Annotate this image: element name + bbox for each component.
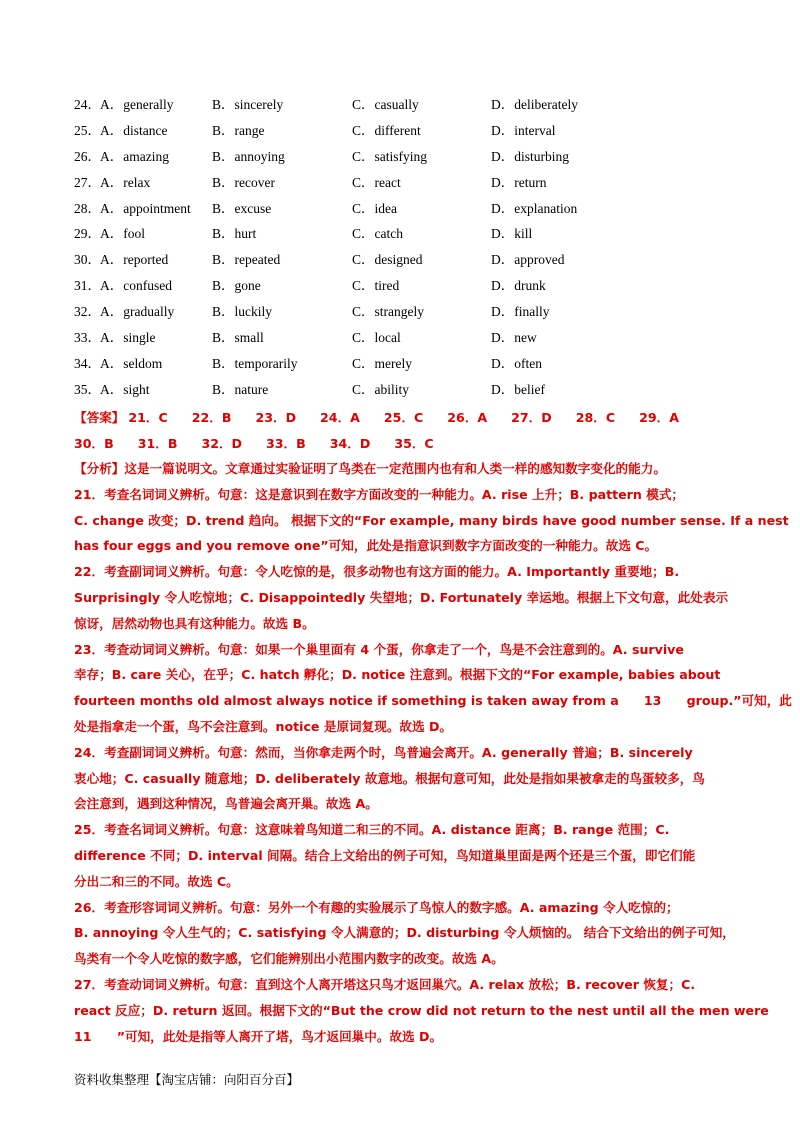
question-number: 25． bbox=[74, 122, 101, 138]
analysis-line: 25．考查名词词义辨析。句意：这意味着鸟知道二和三的不同。A. distance 距离；B. range 范围；C. bbox=[74, 822, 670, 838]
question-row bbox=[74, 328, 734, 354]
analysis-line: 23．考查动词词义辨析。句意：如果一个巢里面有 4 个蛋，你拿走了一个，鸟是不会注意到的。A. survive bbox=[74, 641, 684, 657]
option-d: D．often bbox=[491, 355, 542, 371]
option-a: A．generally bbox=[100, 97, 174, 112]
answer-item: 29．A bbox=[639, 410, 679, 425]
analysis-line: react 反应；D. return 返回。根据下文的“But the crow did not return to the nest until all the men were bbox=[74, 1002, 769, 1018]
option-a: A．reported bbox=[100, 252, 169, 268]
question-number: 29． bbox=[74, 226, 101, 242]
question-number: 34． bbox=[74, 355, 101, 371]
option-c: C．merely bbox=[352, 355, 412, 371]
answer-item: 34．D bbox=[329, 436, 371, 451]
question-row bbox=[74, 95, 734, 121]
analysis-line: Surprisingly 令人吃惊地；C. Disappointedly 失望地；D. Fortunately 幸运地。根据上下文句意，此处表示 bbox=[74, 589, 729, 605]
option-a: A．confused bbox=[100, 278, 172, 294]
answer-item: 22．B bbox=[191, 410, 232, 425]
option-b: B．recover bbox=[212, 174, 275, 190]
option-b: B．small bbox=[212, 330, 264, 346]
analysis-line: 22．考查副词词义辨析。句意：令人吃惊的是，很多动物也有这方面的能力。A. Importantly 重要地；B. bbox=[74, 564, 680, 580]
option-a: A．distance bbox=[100, 122, 168, 138]
analysis-line: 21．考查名词词义辨析。句意：这是意识到在数字方面改变的一种能力。A. rise 上升；B. pattern 模式； bbox=[74, 486, 685, 502]
options-list bbox=[74, 95, 734, 406]
answer-item: 35．C bbox=[394, 436, 434, 451]
option-a: A．gradually bbox=[100, 304, 175, 320]
analysis-line: 26．考查形容词词义辨析。句意：另外一个有趣的实验展示了鸟惊人的数字感。A. amazing 令人吃惊的； bbox=[74, 899, 679, 915]
option-b: B．luckily bbox=[212, 304, 272, 320]
option-d: D．approved bbox=[491, 252, 565, 268]
option-c: C．satisfying bbox=[352, 148, 428, 164]
option-b: B．sincerely bbox=[212, 97, 284, 112]
analysis-line: has four eggs and you remove one”可知，此处是指意识到数字方面改变的一种能力。故选 C。 bbox=[74, 538, 658, 554]
analysis-line: C. change 改变；D. trend 趋向。 根据下文的“For example, many birds have good number sense. If a nest bbox=[74, 512, 789, 528]
question-row bbox=[74, 302, 734, 328]
analysis-line: 衷心地；C. casually 随意地；D. deliberately 故意地。根据句意可知，此处是指如果被拿走的鸟蛋较多，鸟 bbox=[74, 770, 705, 786]
question-number: 33． bbox=[74, 330, 101, 346]
option-b: B．hurt bbox=[212, 226, 257, 242]
option-d: D．new bbox=[491, 330, 537, 346]
option-b: B．nature bbox=[212, 381, 269, 397]
analysis-line: 分出二和三的不同。故选 C。 bbox=[74, 873, 239, 889]
option-c: C．ability bbox=[352, 381, 409, 397]
analysis-line: 27．考查动词词义辨析。句意：直到这个人离开塔这只鸟才返回巢穴。A. relax 放松；B. recover 恢复；C. bbox=[74, 976, 696, 992]
option-d: D．drunk bbox=[491, 278, 546, 294]
analysis-line: B. annoying 令人生气的；C. satisfying 令人满意的；D. disturbing 令人烦恼的。 结合下文给出的例子可知， bbox=[74, 925, 735, 941]
option-c: C．different bbox=[352, 122, 421, 138]
option-d: D．interval bbox=[491, 122, 556, 138]
analysis-line: 幸存；B. care 关心，在乎；C. hatch 孵化；D. notice 注意到。根据下文的“For example, babies about bbox=[74, 667, 721, 683]
option-c: C．local bbox=[352, 330, 401, 346]
answer-item: 21．C bbox=[128, 410, 168, 425]
answer-item: 25．C bbox=[383, 410, 424, 425]
question-number: 26． bbox=[74, 148, 101, 164]
analysis-line: 11 ”可知，此处是指等人离开了塔，鸟才返回巢中。故选 D。 bbox=[74, 1028, 443, 1044]
question-row bbox=[74, 173, 734, 199]
option-a: A．sight bbox=[100, 381, 150, 397]
option-c: C．catch bbox=[352, 226, 403, 242]
question-row bbox=[74, 147, 734, 173]
question-row bbox=[74, 380, 734, 406]
question-number: 30． bbox=[74, 252, 101, 268]
question-row bbox=[74, 224, 734, 250]
option-c: C．react bbox=[352, 174, 401, 190]
question-number: 32． bbox=[74, 304, 101, 320]
analysis-line: 惊讶，居然动物也具有这种能力。故选 B。 bbox=[74, 615, 315, 631]
answer-item: 23．D bbox=[255, 410, 297, 425]
option-b: B．annoying bbox=[212, 148, 285, 164]
answer-item: 33．B bbox=[266, 436, 306, 451]
option-b: B．repeated bbox=[212, 252, 281, 268]
option-a: A．seldom bbox=[100, 355, 163, 371]
analysis-line: 24．考查副词词义辨析。句意：然而，当你拿走两个时，鸟普遍会离开。A. generally 普遍；B. sincerely bbox=[74, 744, 693, 760]
answer-item: 24．A bbox=[320, 410, 360, 425]
answer-line-1 bbox=[74, 405, 734, 431]
question-number: 28． bbox=[74, 200, 101, 216]
option-c: C．idea bbox=[352, 200, 397, 216]
question-row bbox=[74, 199, 734, 225]
answer-item: 31．B bbox=[137, 436, 178, 451]
option-c: C．strangely bbox=[352, 304, 424, 320]
question-row bbox=[74, 354, 734, 380]
analysis-line: 处是指拿走一个蛋，鸟不会注意到。notice 是原词复现。故选 D。 bbox=[74, 718, 453, 734]
option-c: C．designed bbox=[352, 252, 423, 268]
answer-item: 30．B bbox=[74, 436, 114, 451]
page-footer: 资料收集整理【淘宝店铺：向阳百分百】 bbox=[74, 1072, 300, 1087]
question-number: 24． bbox=[74, 97, 101, 112]
question-row bbox=[74, 121, 734, 147]
question-number: 35． bbox=[74, 381, 101, 397]
option-b: B．excuse bbox=[212, 200, 272, 216]
option-b: B．temporarily bbox=[212, 355, 298, 371]
answer-item: 26．A bbox=[447, 410, 488, 425]
option-d: D．finally bbox=[491, 304, 550, 320]
answer-key bbox=[74, 405, 734, 457]
option-d: D．return bbox=[491, 174, 547, 190]
option-a: A．appointment bbox=[100, 200, 191, 216]
option-d: D．deliberately bbox=[491, 97, 578, 112]
option-a: A．fool bbox=[100, 226, 145, 242]
question-row bbox=[74, 276, 734, 302]
answer-line-2 bbox=[74, 431, 734, 457]
analysis-line: 鸟类有一个令人吃惊的数字感，它们能辨别出小范围内数字的改变。故选 A。 bbox=[74, 951, 504, 967]
option-c: C．tired bbox=[352, 278, 400, 294]
option-b: B．range bbox=[212, 122, 265, 138]
answer-item: 32．D bbox=[201, 436, 243, 451]
answer-item: 28．C bbox=[575, 410, 616, 425]
option-d: D．disturbing bbox=[491, 148, 570, 164]
analysis-line: fourteen months old almost always notice if something is taken away from a 13 group.”可知，此 bbox=[74, 693, 792, 709]
option-a: A．relax bbox=[100, 174, 151, 190]
answer-item: 27．D bbox=[511, 410, 552, 425]
analysis-line: 会注意到，遇到这种情况，鸟普遍会离开巢。故选 A。 bbox=[74, 796, 378, 812]
analysis-line: difference 不同；D. interval 间隔。结合上文给出的例子可知，鸟知道巢里面是两个还是三个蛋，即它们能 bbox=[74, 847, 696, 863]
option-c: C．casually bbox=[352, 97, 419, 112]
answer-label: 【答案】 bbox=[74, 410, 125, 425]
option-a: A．single bbox=[100, 330, 156, 346]
option-a: A．amazing bbox=[100, 148, 169, 164]
question-row bbox=[74, 250, 734, 276]
analysis-line: 【分析】这是一篇说明文。文章通过实验证明了鸟类在一定范围内也有和人类一样的感知数字变化的能力。 bbox=[74, 461, 666, 476]
option-d: D．explanation bbox=[491, 200, 578, 216]
option-d: D．kill bbox=[491, 226, 533, 242]
question-number: 31． bbox=[74, 278, 101, 294]
analysis-section bbox=[74, 456, 792, 1049]
option-b: B．gone bbox=[212, 278, 261, 294]
question-number: 27． bbox=[74, 174, 101, 190]
option-d: D．belief bbox=[491, 381, 545, 397]
